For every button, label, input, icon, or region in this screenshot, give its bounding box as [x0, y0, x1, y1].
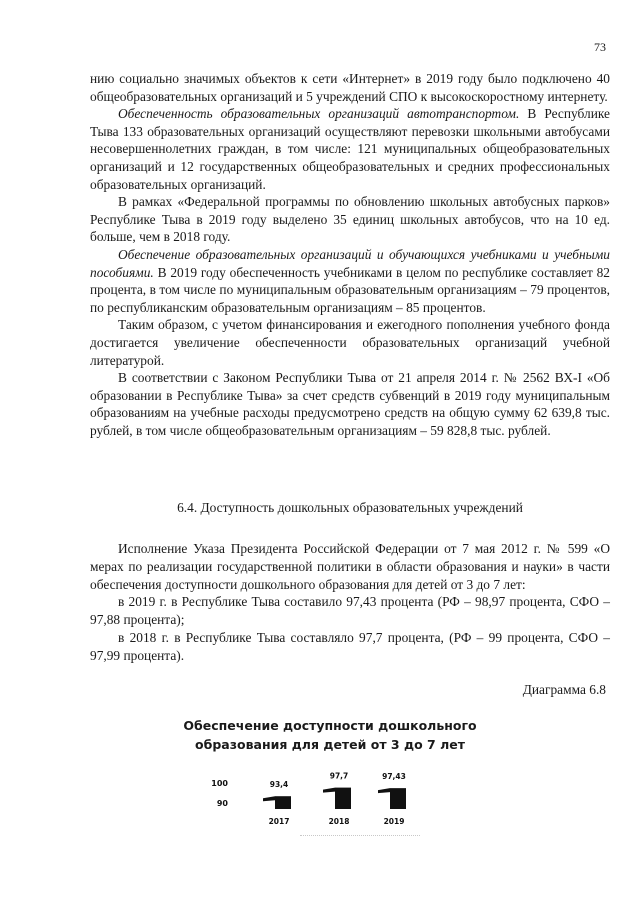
body-text-top [90, 70, 610, 439]
data-label: 97,43 [382, 772, 406, 782]
paragraph: Таким образом, с учетом финансирования и ежегодного пополнения учебного фонда достигается увеличение обеспеченности образовательных организаций учебной литературой. [90, 317, 610, 368]
bar-shadow [263, 796, 275, 801]
x-tick-label: 2019 [383, 817, 405, 826]
scan-artifact [300, 835, 420, 837]
x-tick-label: 2017 [268, 817, 290, 826]
chart-title: Обеспечение доступности дошкольного образования для детей от 3 до 7 лет [183, 718, 477, 752]
section-heading: 6.4. Доступность дошкольных образовательных учреждений [177, 500, 523, 515]
diagram-label: Диаграмма 6.8 [522, 682, 606, 697]
paragraph: В рамках «Федеральной программы по обновлению школьных автобусных парков» Республике Тыва в 2019 году выделено 35 единиц школьных автобусов, что на 10 ед. больше, чем в 2018 году. [90, 194, 610, 245]
data-label: 97,7 [329, 771, 349, 781]
paragraph: в 2019 г. в Республике Тыва составило 97,43 процента (РФ – 98,97 процента, СФО – 97,88 процента); [90, 594, 610, 628]
y-tick-label: 90 [216, 799, 228, 808]
y-tick-label: 100 [211, 779, 228, 788]
bar [335, 788, 351, 809]
paragraph: Обеспеченность образовательных организаций автотранспортом. В Республике Тыва 133 образовательных организаций осуществляют перевозки школьными автобусами несовершеннолетних граждан, в том числе: 121 муниципальных общеобразовательных организаций и 12 государственных общеобразовательных и средних профессиональных образовательных организаций. [90, 106, 610, 192]
paragraph: в 2018 г. в Республике Тыва составляло 97,7 процента, (РФ – 99 процента, СФО – 97,99 процента). [90, 629, 610, 663]
bar-chart [200, 758, 440, 833]
body-text-bottom [90, 540, 610, 665]
bar [390, 788, 406, 809]
x-tick-label: 2018 [328, 817, 350, 826]
page-number: 73 [594, 40, 606, 54]
data-label: 93,4 [269, 780, 289, 790]
paragraph: В соответствии с Законом Республики Тыва от 21 апреля 2014 г. № 2562 ВХ-I «Об образовании в Республике Тыва» за счет средств субвенций в 2019 году муниципальным образованиям на учебные расходы предусмотрено средств на общую сумму 62 639,8 тыс. рублей, в том числе общеобразовательным организациям – 59 828,8 тыс. рублей. [90, 370, 610, 438]
bar-shadow [378, 788, 390, 793]
bar [275, 796, 291, 809]
bar-shadow [323, 788, 335, 793]
paragraph: нию социально значимых объектов к сети «Интернет» в 2019 году было подключено 40 общеобразовательных организаций и 5 учреждений СПО к высокоскоростному интернету. [90, 71, 610, 104]
paragraph: Исполнение Указа Президента Российской Федерации от 7 мая 2012 г. № 599 «О мерах по реализации государственной политики в области образования и науки» в части обеспечения доступности дошкольного образования для детей от 3 до 7 лет: [90, 541, 610, 592]
paragraph: Обеспечение образовательных организаций и обучающихся учебниками и учебными пособиями. В 2019 году обеспеченность учебниками в целом по республике составляет 82 процента, в том числе по муниципальным образовательным организациям – 79 процентов, по республиканским образовательным организациям – 85 процентов. [90, 246, 610, 315]
